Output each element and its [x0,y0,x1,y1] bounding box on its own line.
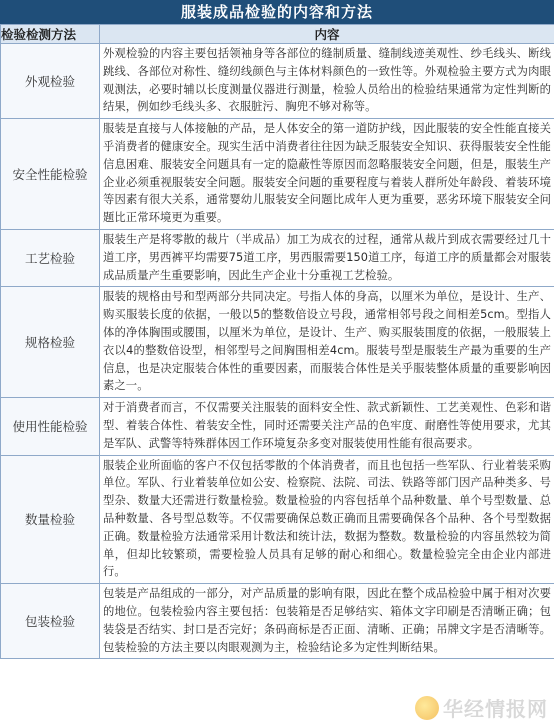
header-row [1,25,554,44]
method-cell: 数量检验 [1,455,100,584]
content-cell: 外观检验的内容主要包括领袖身等各部位的缝制质量、缝制线迹美观性、纱毛线头、断线跳线、各部位对称性、缝纫线颜色与主体材料颜色的一致性等。外观检验主要方式为肉眼观测法，必要时辅以长度测量仪器进行测量，检验人员给出的检验结果通常为定性判断的结果，例如纱毛线头多、衣服脏污、胸兜不够对称等。 [100,44,554,119]
table-row [1,584,554,659]
inspection-table [0,24,554,659]
content-cell: 包装是产品组成的一部分，对产品质量的影响有限，因此在整个成品检验中属于相对次要的地位。包装检验内容主要包括：包装箱是否足够结实、箱体文字印刷是否清晰正确；包装袋是否结实、封口是否完好；条码商标是否正面、清晰、正确；吊牌文字是否清晰等。包装检验的方法主要以肉眼观测为主，检验结论多为定性判断结果。 [100,584,554,659]
header-method: 检验检测方法 [1,25,100,44]
header-content: 内容 [100,25,554,44]
table-row [1,398,554,455]
content-cell: 服装企业所面临的客户不仅包括零散的个体消费者，而且也包括一些军队、行业着装采购单位。军队、行业着装单位如公安、检察院、法院、司法、铁路等部门因产品种类多、号型杂、数量大还需进行数量检验。数量检验的内容包括单个品种数量、单个号型数量、总品种数量、各号型总数等。不仅需要确保总数正确而且需要确保各个品种、各个号型数据正确。数量检验方法通常采用计数法和统计法，数据为整数。数量检验的内容虽然较为简单，但却比较繁琐，需要检验人员具有足够的耐心和细心。数量检验完全由企业内部进行。 [100,455,554,584]
method-cell: 安全性能检验 [1,119,100,230]
content-cell: 服装生产是将零散的裁片（半成品）加工为成衣的过程，通常从裁片到成衣需要经过几十道工序，男西裤平均需要75道工序，男西服需要150道工序，每道工序的质量都会对服装成品质量产生重要影响，因此生产企业十分重视工艺检验。 [100,229,554,286]
watermark-logo-icon [415,696,439,720]
method-cell: 工艺检验 [1,229,100,286]
table-title: 服装成品检验的内容和方法 [0,0,554,24]
table-row [1,229,554,286]
table-row [1,287,554,398]
table-row [1,119,554,230]
content-cell: 对于消费者而言，不仅需要关注服装的面料安全性、款式新颖性、工艺美观性、色彩和谐型、着装合体性、着装安全性，同时还需要关注产品的色牢度、耐磨性等使用要求，尤其是军队、武警等特殊群体因工作环境复杂多变对服装使用性能有很高要求。 [100,398,554,455]
watermark [415,693,548,722]
content-cell: 服装的规格由号和型两部分共同决定。号指人体的身高，以厘米为单位，是设计、生产、购买服装长度的依据，一般以5的整数倍设立号段，通常相邻号段之间相差5cm。型指人体的净体胸围或腰围，以厘米为单位，是设计、生产、购买服装围度的依据，一般服装上衣以4的整数倍设型，相邻型号之间胸围相差4cm。服装号型是服装生产最为重要的生产信息，也是决定服装合体性的重要因素，而服装合体性是关乎服装整体质量的重要影响因素之一。 [100,287,554,398]
method-cell: 包装检验 [1,584,100,659]
table-row [1,455,554,584]
content-cell: 服装是直接与人体接触的产品，是人体安全的第一道防护线，因此服装的安全性能直接关乎消费者的健康安全。现实生活中消费者往往因为缺乏服装安全知识、获得服装安全性能信息困难、服装安全问题具有一定的隐蔽性等原因而忽略服装安全问题，但是，服装生产企业必须重视服装安全问题。服装安全问题的重要程度与着装人群所处年龄段、着装环境等因素有很大关系，通常婴幼儿服装安全问题比成年人更为重要，恶劣环境下服装安全问题比正常环境更为重要。 [100,119,554,230]
method-cell: 规格检验 [1,287,100,398]
method-cell: 外观检验 [1,44,100,119]
watermark-text: 华经情报网 [443,697,548,721]
method-cell: 使用性能检验 [1,398,100,455]
table-row [1,44,554,119]
